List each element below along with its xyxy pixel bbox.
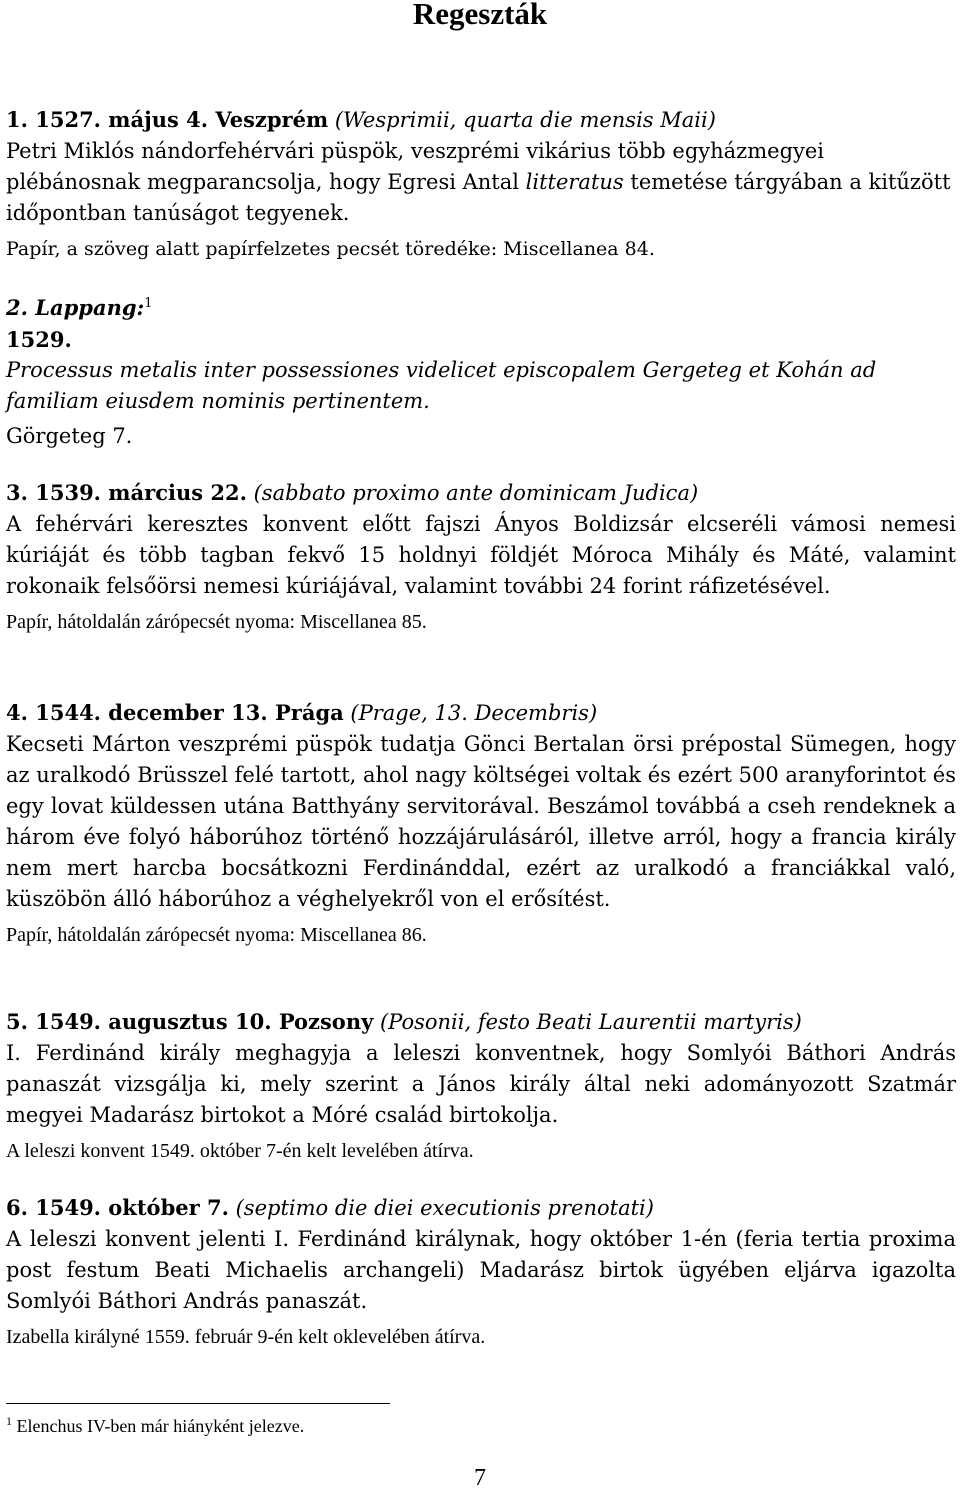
entry-date-place: 6. 1549. október 7. xyxy=(6,1195,229,1220)
footnote-reference[interactable]: 1 xyxy=(144,296,153,311)
entry-source-note: Izabella királyné 1559. február 9-én kelt oklevelében átírva. xyxy=(6,1326,486,1348)
footnote xyxy=(6,1414,304,1438)
entry-body: A leleszi konvent jelenti I. Ferdinánd királynak, hogy október 1-én (feria tertia proxima post festum Beati Michaelis archangeli) Madarász birtok ügyében eljárva igazolta Somlyói Báthori András panaszát. xyxy=(6,1227,956,1313)
entry-heading xyxy=(6,1192,956,1224)
page-title: Regeszták xyxy=(412,0,548,31)
entry-latin-date: (Prage, 13. Decembris) xyxy=(350,701,598,725)
entry-date-place: 2. Lappang: xyxy=(6,295,145,320)
regesta-entry-3 xyxy=(6,477,956,636)
entry-source-note: Papír, a szöveg alatt papírfelzetes pecsét töredéke: Miscellanea 84. xyxy=(6,238,655,260)
entry-body: A fehérvári keresztes konvent előtt fajszi Ányos Boldizsár elcseréli vámosi nemesi kúriáját és több tagban fekvő 15 holdnyi földjét Móroca Mihály és Máté, valamint rokonaik felsőörsi nemesi kúriájával, valamint további 24 forint ráfizetésével. xyxy=(6,512,956,598)
entry-heading xyxy=(6,104,956,136)
entry-heading xyxy=(6,477,956,509)
regesta-entry-2 xyxy=(6,292,956,452)
entry-date-place: 4. 1544. december 13. Prága xyxy=(6,700,344,725)
entry-body: Kecseti Márton veszprémi püspök tudatja Gönci Bertalan örsi prépostal Sümegen, hogy az uralkodó Brüsszel felé tartott, ahol nagy költségei voltak és ezért 500 aranyforintot és egy lovat küldessen utána Batthyány servitorával. Beszámol továbbá a cseh rendeknek a három éve folyó háborúhoz történő hozzájárulásáról, illetve arról, hogy a francia király nem mert harcba bocsátkozni Ferdinánddal, ezért az uralkodó a franciákkal való, küszöbön álló háborúhoz a véghelyekről von el erősítést. xyxy=(6,732,956,911)
entry-source-note: Görgeteg 7. xyxy=(6,424,133,448)
entry-latin-date: (Wesprimii, quarta die mensis Maii) xyxy=(334,108,716,132)
footnote-text: Elenchus IV-ben már hiányként jelezve. xyxy=(16,1416,305,1436)
regesta-entry-5 xyxy=(6,1006,956,1165)
entry-latin-date: (Posonii, festo Beati Laurentii martyris) xyxy=(379,1010,802,1034)
entry-source-note: A leleszi konvent 1549. október 7-én kelt levelében átírva. xyxy=(6,1140,474,1162)
entry-source-note: Papír, hátoldalán zárópecsét nyoma: Miscellanea 85. xyxy=(6,611,427,633)
entry-body-italic: litteratus xyxy=(525,170,624,194)
entry-source-note: Papír, hátoldalán zárópecsét nyoma: Miscellanea 86. xyxy=(6,924,427,946)
entry-heading xyxy=(6,1006,956,1038)
entry-body: I. Ferdinánd király meghagyja a leleszi konventnek, hogy Somlyói Báthori András panaszát vizsgálja ki, mely szerint a János király által neki adományozott Szatmár megyei Madarász birtokot a Móré család birtokolja. xyxy=(6,1041,956,1127)
entry-date-place: 3. 1539. március 22. xyxy=(6,480,247,505)
entry-date-place: 1. 1527. május 4. Veszprém xyxy=(6,107,329,132)
regesta-entry-4 xyxy=(6,697,956,949)
entry-heading xyxy=(6,292,956,324)
entry-date: 1529. xyxy=(6,327,72,352)
entry-body-latin: Processus metalis inter possessiones videlicet episcopalem Gergeteg et Kohán ad familiam eiusdem nominis pertinentem. xyxy=(6,358,877,413)
entry-body-text: Petri Miklós nándorfehérvári püspök, veszprémi vikárius több egyházmegyei plébánosnak megparancsolja, hogy Egresi Antal xyxy=(6,139,825,194)
regesta-entry-1 xyxy=(6,104,956,263)
entry-latin-date: (septimo die diei executionis prenotati) xyxy=(235,1196,654,1220)
entry-body xyxy=(6,136,956,229)
footnote-marker: 1 xyxy=(6,1414,12,1428)
regesta-entry-6 xyxy=(6,1192,956,1351)
entry-latin-date: (sabbato proximo ante dominicam Judica) xyxy=(253,481,699,505)
entry-body-text-end: temetése tárgyában a kitűzött időpontban tanúságot tegyenek. xyxy=(6,170,951,225)
page-number: 7 xyxy=(474,1465,486,1491)
footnote-separator xyxy=(6,1403,390,1404)
entry-heading xyxy=(6,697,956,729)
entry-date-place: 5. 1549. augusztus 10. Pozsony xyxy=(6,1009,374,1034)
